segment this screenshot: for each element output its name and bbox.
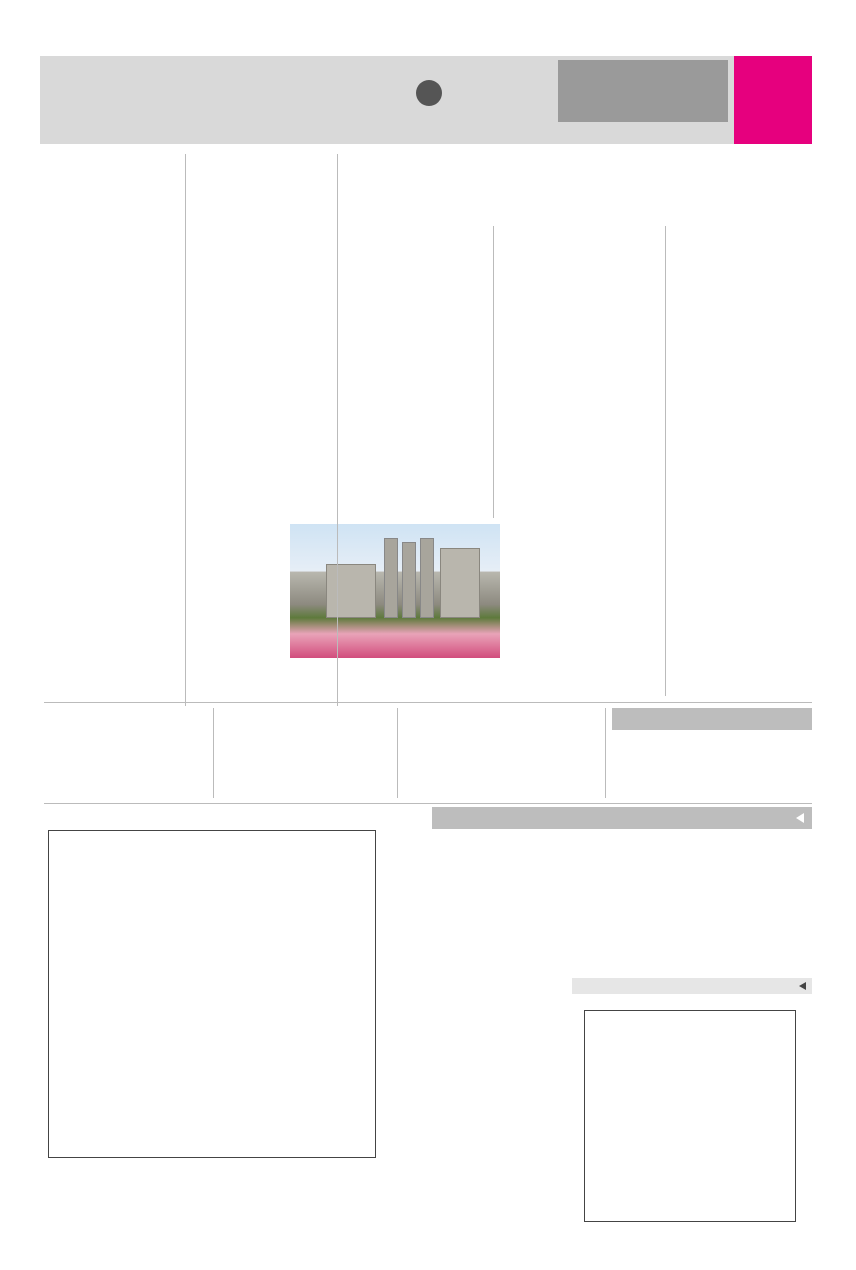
news-column-2 (220, 708, 392, 800)
page-number-box (734, 56, 812, 144)
divider (493, 226, 494, 518)
article-column-5 (44, 154, 180, 706)
crossword-grid[interactable] (48, 830, 376, 1158)
across-clues-3 (432, 814, 556, 861)
news-column-3 (44, 708, 208, 800)
divider (44, 702, 812, 703)
divider (44, 803, 812, 804)
answer-grid (584, 1010, 796, 1222)
divider (213, 708, 214, 798)
article-column-3 (344, 154, 488, 518)
across-clues-1 (688, 834, 812, 870)
article-column-4 (192, 154, 332, 706)
divider (605, 708, 606, 798)
news-section-label (612, 708, 812, 730)
article-column-3b (344, 660, 490, 706)
divider (337, 154, 338, 706)
answer-title-bar (572, 978, 812, 994)
news-column-1 (404, 708, 600, 800)
across-clues-2 (560, 814, 684, 837)
down-clues-bottom-3 (46, 1138, 196, 1161)
article-column-1 (672, 226, 812, 696)
triangle-icon (796, 813, 804, 823)
divider (185, 154, 186, 706)
newspaper-logo (558, 60, 728, 122)
article-column-2 (500, 226, 660, 518)
triangle-icon (799, 982, 806, 990)
grid-column-numbers (46, 814, 376, 828)
grid-row-numbers (380, 830, 394, 1160)
divider (665, 226, 666, 696)
sms-icon (416, 80, 442, 106)
down-clues-bottom-1 (372, 1138, 432, 1161)
divider (397, 708, 398, 798)
down-clues-bottom-2 (218, 1138, 336, 1161)
